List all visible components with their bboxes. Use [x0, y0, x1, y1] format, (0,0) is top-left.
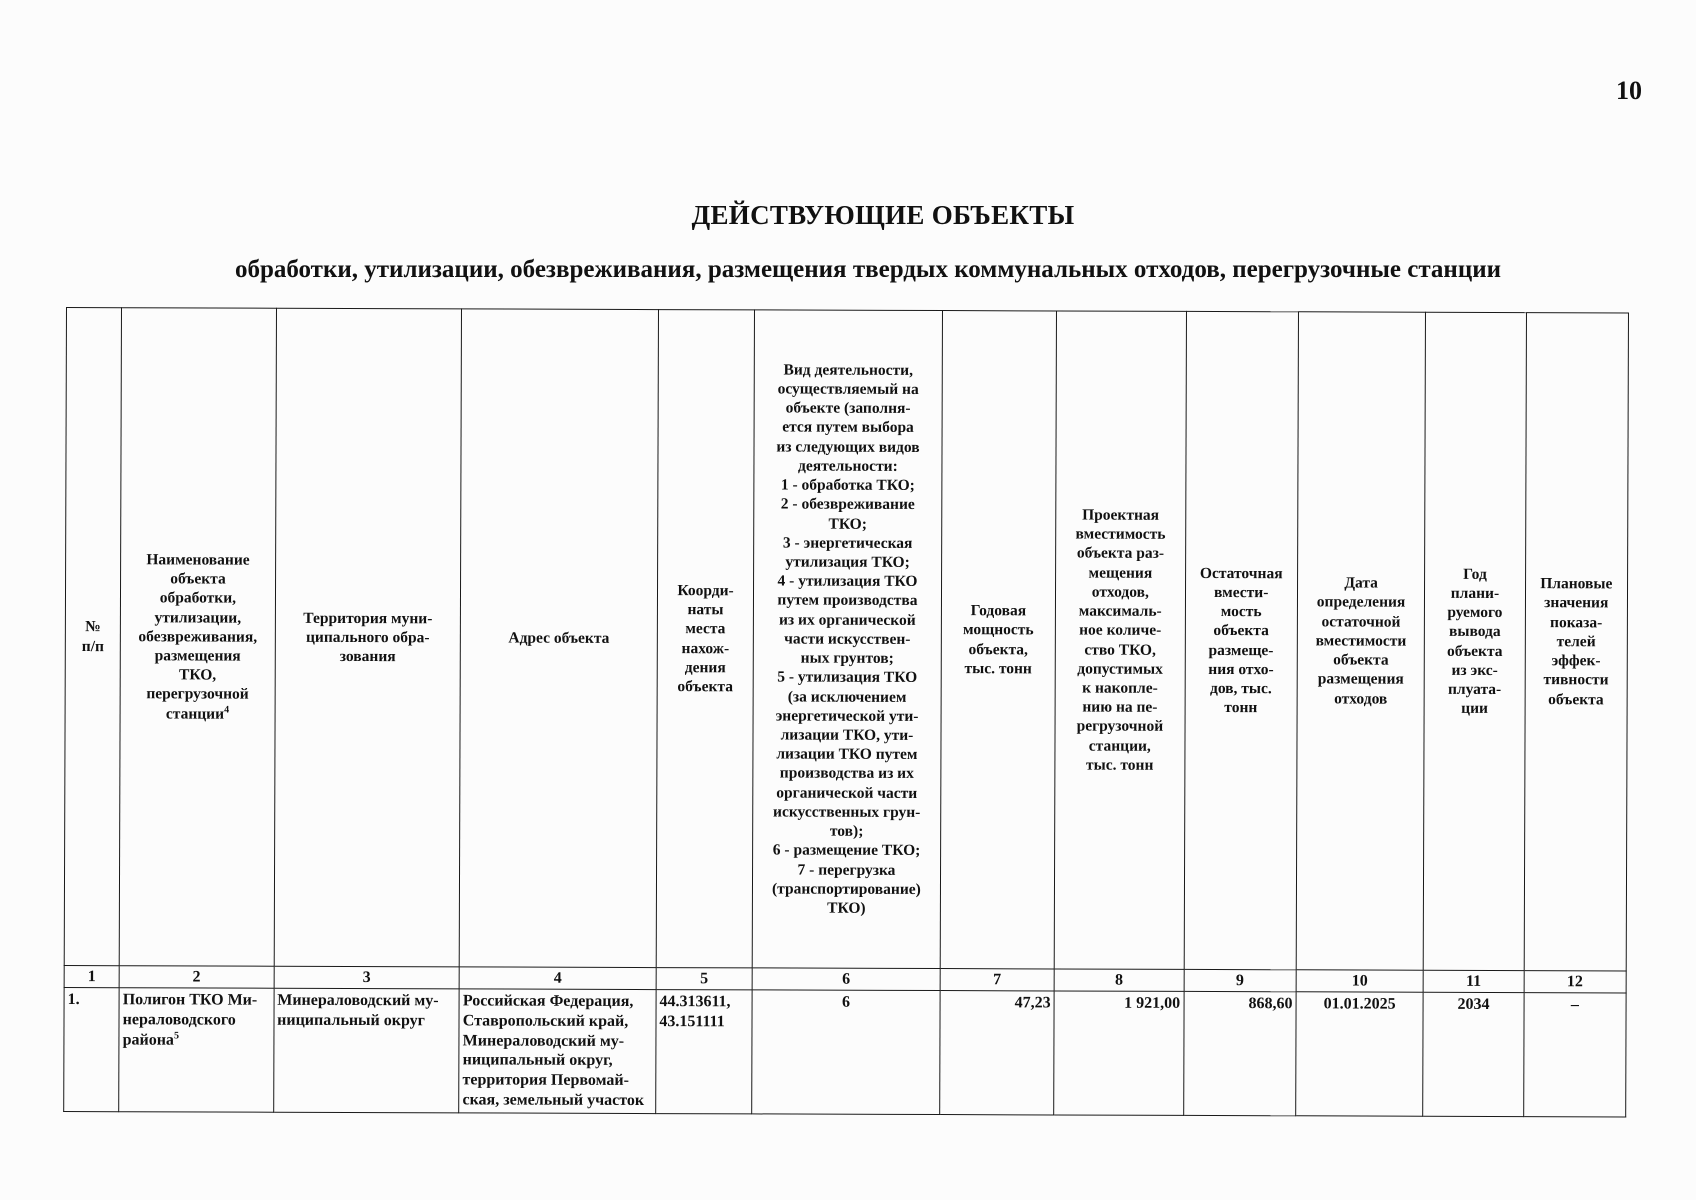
- cell-annual-capacity-value: 47,23: [1014, 994, 1051, 1012]
- header-annual-capacity-label: Годовая мощность объекта, тыс. тонн: [963, 602, 1034, 678]
- column-number-2: 2: [119, 966, 274, 989]
- page-number: 10: [1616, 76, 1642, 105]
- header-residual-date: [1296, 312, 1426, 970]
- header-efficiency-indicators: [1524, 313, 1629, 971]
- footnote-mark: 4: [224, 704, 230, 716]
- header-territory-label: Территория муни- ципального обра- зования: [303, 609, 433, 666]
- cell-name: [119, 988, 274, 1113]
- table-row: [64, 987, 1626, 1116]
- cell-territory-value: Минераловодский му- ниципальный округ: [277, 991, 439, 1030]
- header-residual-capacity-label: Остаточная вмести- мость объекта размеще- ния отхо- дов, тыс. тонн: [1199, 564, 1283, 717]
- cell-activity-value: 6: [842, 993, 851, 1011]
- cell-address-value: Российская Федерация, Ставропольский край, Минераловодский му- ниципальный округ, территория Первомай- ская, земельный участок: [462, 992, 645, 1110]
- column-number-9: 9: [1184, 969, 1296, 991]
- header-coordinates: [656, 310, 755, 968]
- header-address: [459, 309, 658, 968]
- cell-efficiency-indicators: [1523, 993, 1626, 1117]
- header-name: [119, 308, 276, 967]
- header-residual-capacity: [1184, 311, 1299, 969]
- header-name-label: Наименование объекта обработки, утилизации, обезвреживания, размещения ТКО, перегрузочной станции$^4$: [138, 551, 258, 723]
- cell-name-value: Полигон ТКО Ми- нераловодского района$^5$: [122, 991, 258, 1049]
- cell-annual-capacity: [939, 991, 1054, 1115]
- header-num: [64, 308, 121, 966]
- cell-residual-capacity-value: 868,60: [1248, 995, 1293, 1013]
- column-number-6: 6: [752, 968, 940, 991]
- header-decommission-year-label: Год плани- руемого вывода объекта из экс- плуата- ции: [1446, 565, 1503, 718]
- cell-coordinates: [656, 990, 753, 1114]
- header-activity-label: Вид деятельности, осуществляемый на объекте (заполня- ется путем выбора из следующих видов деятельности: 1 - обработка ТКО; 2 - обезвреживание ТКО; 3 - энергетическая утилизация ТКО; 4 - утилизация ТКО путем производства из их органической части искусствен- ных грунтов; 5 - утилизация ТКО (за исключением энергетической ути- лизации ТКО, ути- лизации ТКО путем производства из их органической части искусственных грун- тов); 6 - размещение ТКО; 7 - перегрузка (транспортирование) ТКО): [772, 361, 921, 917]
- objects-table: [63, 307, 1629, 1117]
- header-annual-capacity: [940, 311, 1057, 969]
- cell-residual-date-value: 01.01.2025: [1323, 995, 1396, 1013]
- header-territory: [274, 308, 462, 967]
- cell-territory: [273, 988, 459, 1113]
- header-decommission-year: [1423, 312, 1526, 970]
- header-efficiency-indicators-label: Плановые значения показа- телей эффек- тивности объекта: [1540, 575, 1613, 708]
- column-number-1: 1: [64, 965, 119, 987]
- header-address-label: Адрес объекта: [508, 629, 610, 647]
- table-header-row: [64, 308, 1628, 971]
- header-design-capacity-label: Проектная вместимость объекта раз- мещения отходов, максималь- ное количе- ство ТКО, допустимых к накопле- нию на пе- регрузочной станции, тыс. тонн: [1075, 506, 1166, 774]
- cell-residual-capacity: [1183, 991, 1296, 1115]
- header-coordinates-label: Коорди- наты места нахож- дения объекта: [677, 581, 734, 696]
- cell-coordinates-value: 44.313611, 43.151111: [659, 993, 731, 1031]
- column-number-7: 7: [940, 969, 1054, 991]
- footnote-mark: 5: [173, 1030, 179, 1042]
- cell-decommission-year: [1423, 992, 1524, 1116]
- cell-residual-date: [1296, 992, 1424, 1116]
- header-residual-date-label: Дата определения остаточной вместимости объекта размещения отходов: [1315, 574, 1407, 708]
- cell-num-value: 1.: [67, 991, 80, 1009]
- document-subtitle: обработки, утилизации, обезвреживания, размещения твердых коммунальных отходов, перегрузочные станции: [234, 256, 1502, 283]
- column-number-12: 12: [1524, 971, 1626, 993]
- document-title: ДЕЙСТВУЮЩИЕ ОБЪЕКТЫ: [691, 200, 1075, 230]
- header-num-label: № п/п: [81, 618, 105, 655]
- header-activity: [752, 310, 942, 969]
- column-number-5: 5: [656, 968, 752, 990]
- cell-activity: [752, 990, 940, 1115]
- header-design-capacity: [1054, 311, 1186, 969]
- column-number-4: 4: [459, 967, 656, 990]
- column-number-8: 8: [1054, 969, 1183, 991]
- cell-decommission-year-value: 2034: [1457, 995, 1490, 1013]
- column-number-3: 3: [274, 966, 460, 989]
- cell-design-capacity-value: 1 921,00: [1124, 994, 1181, 1012]
- column-number-10: 10: [1296, 970, 1423, 992]
- cell-efficiency-indicators-value: –: [1570, 996, 1579, 1014]
- cell-num: [64, 987, 120, 1111]
- column-number-11: 11: [1423, 970, 1523, 992]
- cell-design-capacity: [1054, 991, 1184, 1115]
- cell-address: [459, 989, 656, 1114]
